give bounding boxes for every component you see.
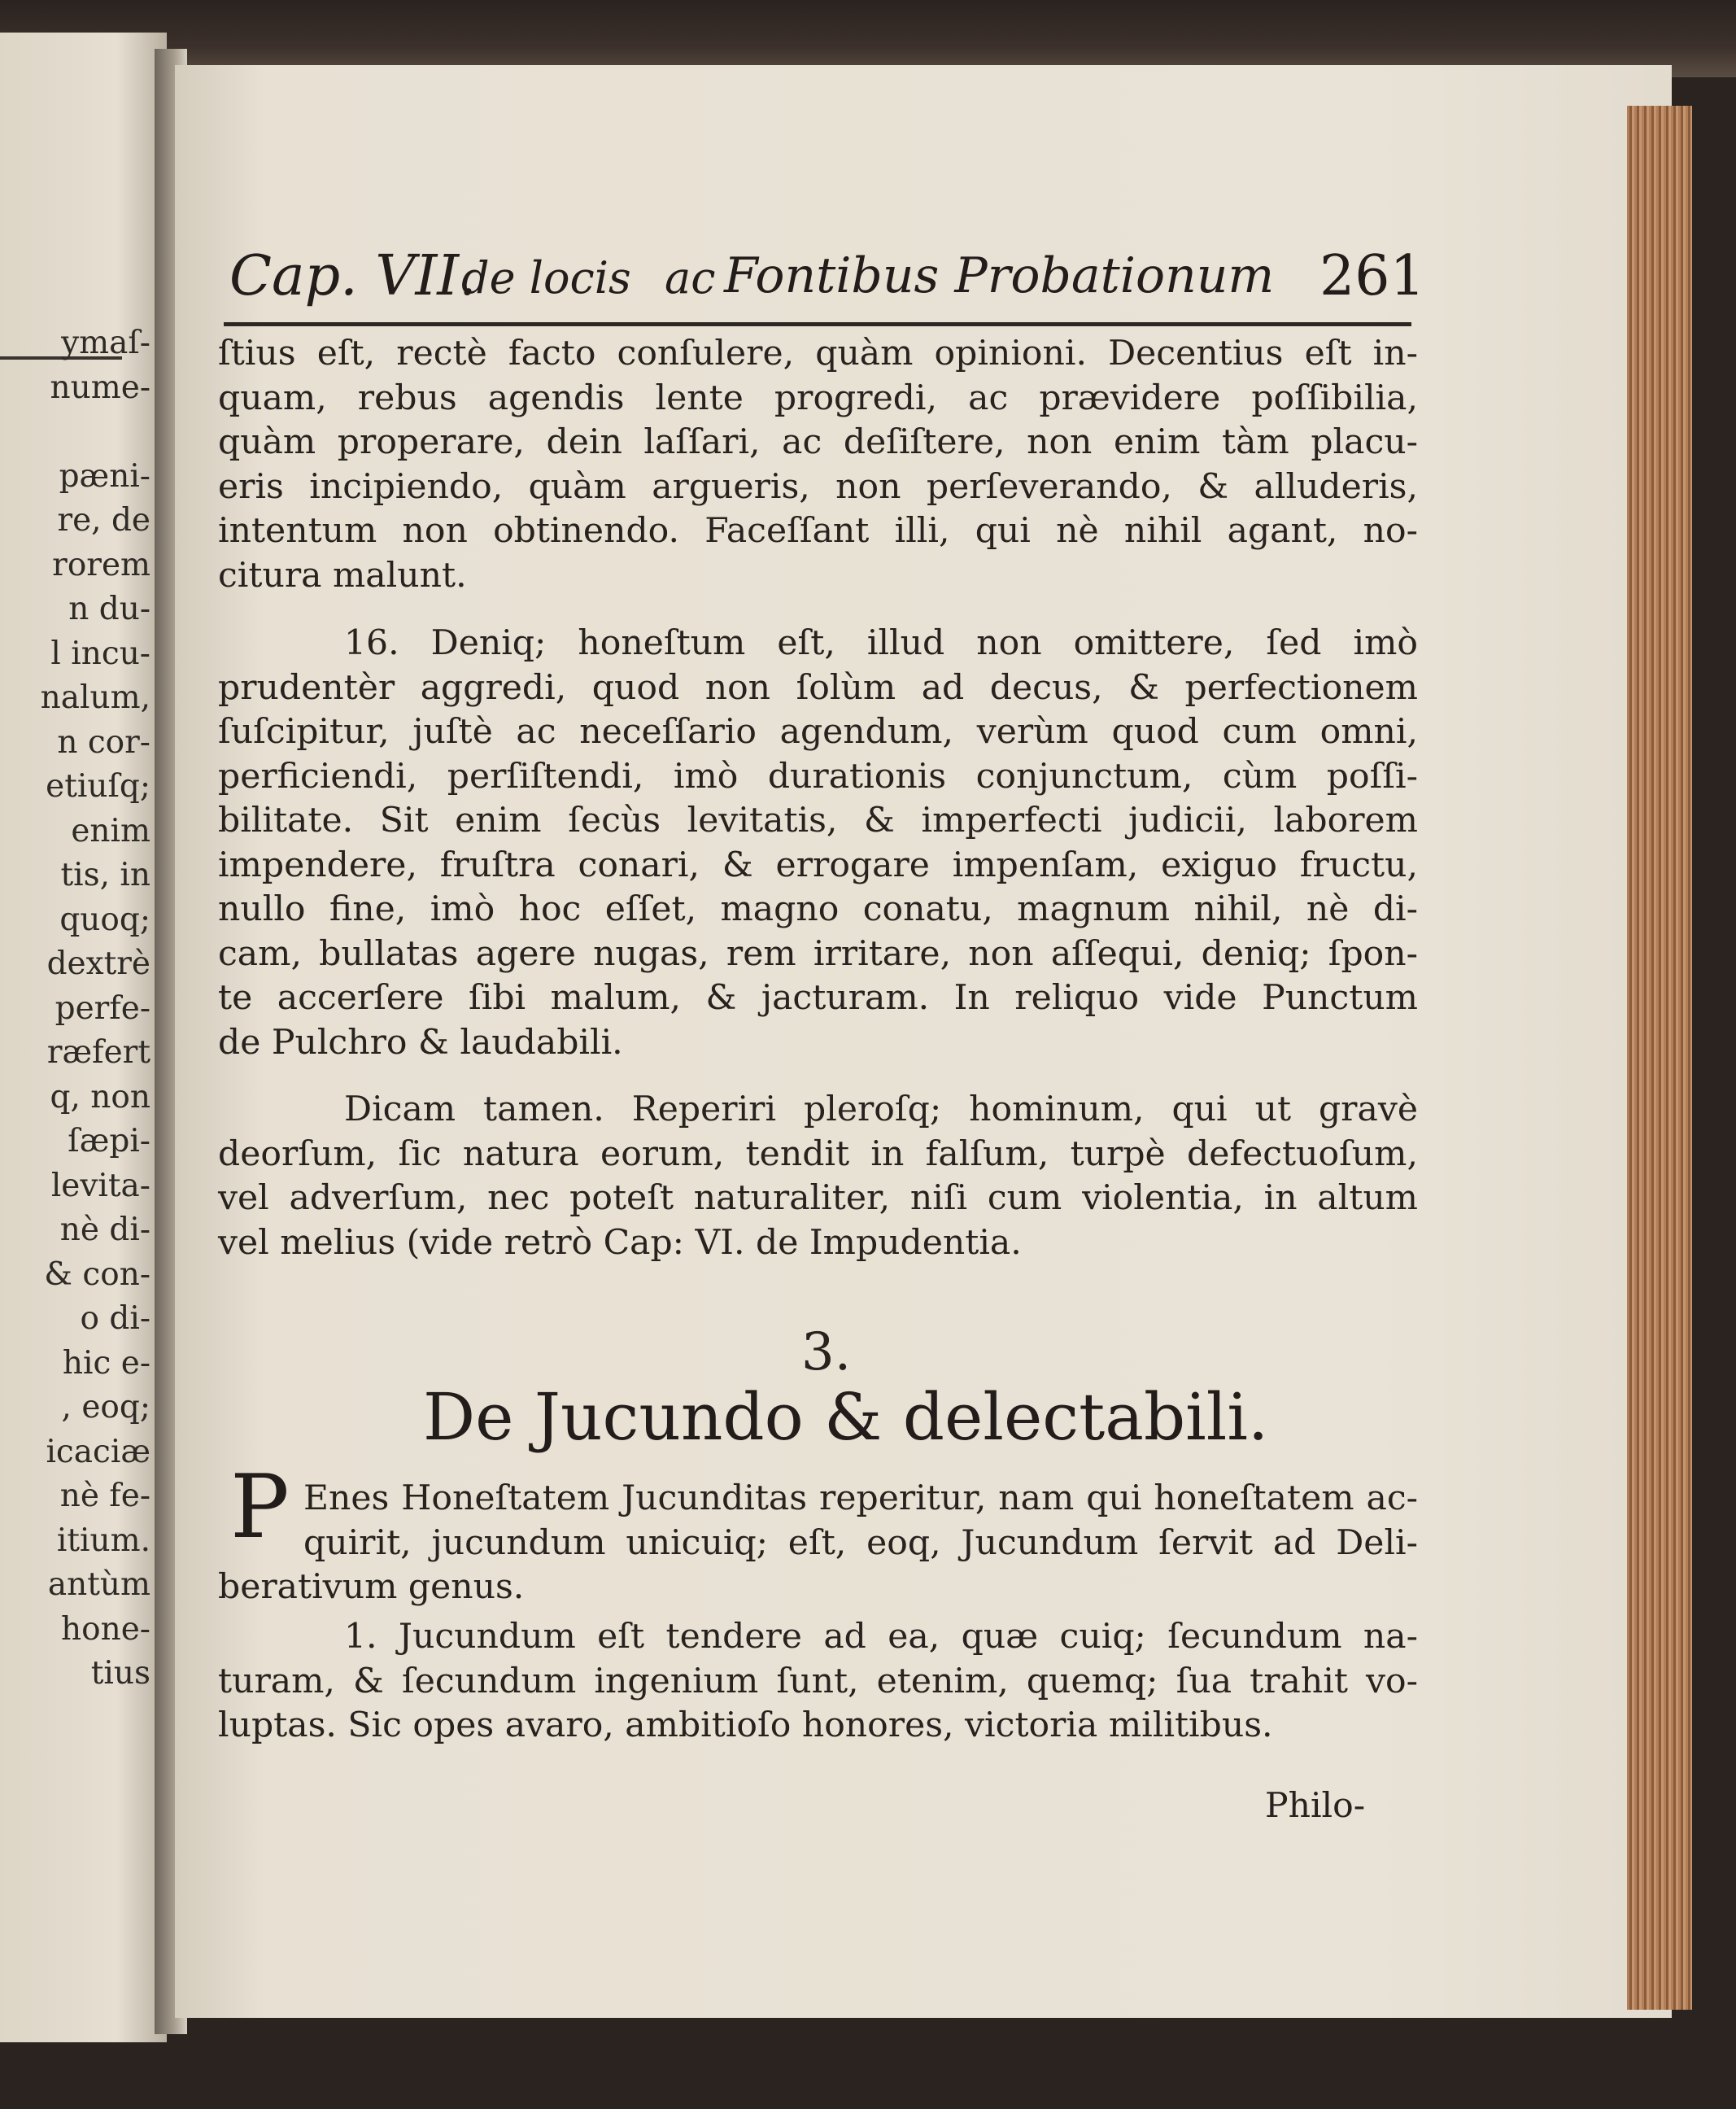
page-edges (1627, 106, 1692, 2010)
left-page-line: icaciæ (46, 1433, 150, 1470)
page-number: 261 (1319, 244, 1425, 308)
left-page-line: nè fe- (59, 1478, 150, 1514)
left-page-line: ymaſ- (61, 325, 150, 361)
left-page-line (0, 410, 150, 455)
text-line: de Pulchro & laudabili. (218, 1022, 623, 1063)
running-head-chapter: Cap. VII. (229, 244, 477, 308)
text-line: ſtius eſt, rectè facto conſulere, quàm opinioni. Decentius eſt in- (218, 334, 1418, 373)
text-line: deorſum, ſic natura eorum, tendit in falſum, turpè defectuoſum, (218, 1133, 1418, 1174)
left-page-line: antùm (47, 1566, 150, 1603)
text-line: berativum genus. (218, 1567, 525, 1607)
text-line: Enes Honeſtatem Jucunditas reperitur, nam qui honeſtatem ac- (303, 1478, 1418, 1518)
paragraph-5 (218, 1615, 1418, 1749)
drop-cap: P (230, 1456, 290, 1558)
left-page-line: enim (71, 812, 150, 849)
text-line: turam, & ſecundum ingenium ſunt, etenim, quemq; ſua trahit vo- (218, 1661, 1418, 1701)
left-page-line: o di- (80, 1300, 150, 1337)
paragraph-2 (218, 622, 1418, 1065)
left-page-line: q, non (50, 1078, 150, 1116)
left-page-line: & con- (44, 1255, 150, 1293)
left-page-line: nume- (50, 369, 150, 406)
left-page-line: dextrè (46, 945, 150, 982)
left-page-text-column (0, 321, 150, 1696)
running-head-ac: ac (665, 252, 716, 303)
text-line: quam, rebus agendis lente progredi, ac prævidere poſſibilia, (218, 378, 1418, 418)
text-line: vel adverſum, nec poteſt naturaliter, niſi cum violentia, in altum (218, 1178, 1418, 1218)
text-line: te accerſere ſibi malum, & jacturam. In reliquo vide Punctum (218, 978, 1418, 1018)
head-rule (224, 322, 1411, 326)
text-line: impendere, fruſtra conari, & errogare impenſam, exiguo fructu, (218, 845, 1418, 885)
text-line: 16. Deniq; honeſtum eſt, illud non omittere, ſed imò (344, 623, 1418, 663)
left-page-line: etiuſq; (46, 768, 150, 805)
running-head-fontibus: Fontibus Probationum (724, 247, 1275, 304)
text-line: intentum non obtinendo. Faceſſant illi, qui nè nihil agant, no- (218, 511, 1418, 551)
left-page-line: hic e- (62, 1344, 150, 1382)
left-page-line: perfe- (55, 989, 150, 1027)
running-head (229, 244, 1425, 321)
text-line: citura malunt. (218, 555, 467, 596)
text-line: eris incipiendo, quàm argueris, non perſeverando, & alluderis, (218, 466, 1418, 507)
left-page-line: , eoq; (61, 1389, 150, 1426)
left-page-line: itium. (56, 1522, 150, 1559)
left-page-line: nè di- (59, 1212, 150, 1248)
text-line: perficiendi, perſiſtendi, imò durationis conjunctum, cùm poſſi- (218, 756, 1418, 797)
left-page-line: n cor- (57, 723, 150, 761)
paragraph-1 (218, 332, 1418, 598)
left-page-line: ræfert (46, 1034, 150, 1071)
paragraph-3 (218, 1088, 1418, 1265)
text-line: luptas. Sic opes avaro, ambitioſo honores, victoria militibus. (218, 1705, 1273, 1745)
left-page-line: pæni- (59, 457, 150, 495)
catchword: Philo- (1265, 1786, 1366, 1826)
left-page-line: hone- (61, 1610, 150, 1648)
left-page-line: quoq; (59, 901, 150, 938)
left-page-line: re, de (57, 502, 150, 539)
text-line: quàm properare, dein laſſari, ac deſiſtere, non enim tàm placu- (218, 422, 1418, 462)
paragraph-4 (218, 1477, 1418, 1610)
left-page-line: levita- (50, 1167, 150, 1204)
left-page-line: l incu- (50, 635, 150, 672)
text-line: ſuſcipitur, juſtè ac neceſſario agendum, verùm quod cum omni, (218, 712, 1418, 752)
text-line: quirit, jucundum unicuiq; eſt, eoq, Jucundum ſervit ad Deli- (303, 1522, 1418, 1563)
left-page (0, 33, 167, 2042)
text-line: nullo fine, imò hoc eſſet, magno conatu, magnum nihil, nè di- (218, 889, 1418, 929)
left-page-line: rorem (52, 546, 150, 583)
text-line: vel melius (vide retrò Cap: VI. de Impudentia. (218, 1222, 1022, 1263)
left-page-line: nalum, (40, 679, 150, 716)
left-page-line: tis, in (60, 857, 150, 893)
section-title: De Jucundo & delectabili. (423, 1379, 1269, 1455)
left-page-line: ſæpi- (68, 1123, 150, 1159)
running-head-de-locis: de locis (461, 252, 631, 303)
left-page-line: tius (90, 1655, 150, 1692)
section-number: 3. (801, 1322, 852, 1382)
text-line: prudentèr aggredi, quod non ſolùm ad decus, & perfectionem (218, 667, 1418, 708)
text-line: 1. Jucundum eſt tendere ad ea, quæ cuiq; ſecundum na- (344, 1617, 1418, 1657)
text-line: cam, bullatas agere nugas, rem irritare, non aſſequi, deniq; ſpon- (218, 933, 1418, 974)
text-line: bilitate. Sit enim ſecùs levitatis, & imperfecti judicii, laborem (218, 801, 1418, 841)
text-line: Dicam tamen. Reperiri pleroſq; hominum, qui ut gravè (344, 1089, 1418, 1129)
left-page-line: n du- (68, 591, 150, 627)
